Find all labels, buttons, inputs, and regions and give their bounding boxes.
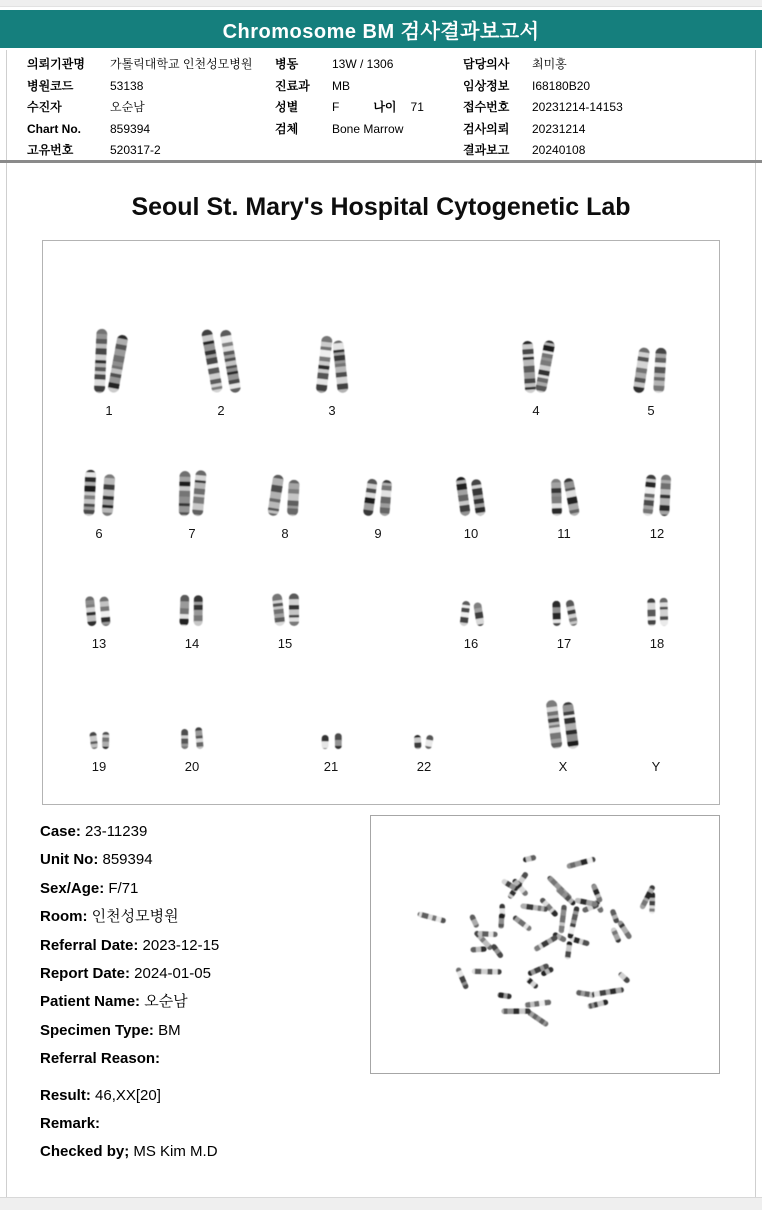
field-label: Referral Reason: (40, 1050, 161, 1068)
info-label: 검체 (275, 121, 299, 136)
info-value: 오순남 (110, 100, 145, 114)
info-value: Bone Marrow (332, 121, 404, 136)
top-window-strip (0, 0, 762, 7)
chromosome-label-8: 8 (281, 526, 289, 541)
chromosome-label-17: 17 (556, 636, 572, 651)
chromosome-label-4: 4 (532, 403, 540, 418)
chromosome-label-6: 6 (95, 526, 103, 541)
field-patient-name (40, 988, 370, 1016)
field-value: MS Kim M.D (129, 1143, 218, 1161)
case-panel (40, 818, 370, 1167)
info-row-수진자 (27, 97, 252, 119)
header-divider (0, 160, 762, 163)
field-label: Referral Date: (40, 936, 139, 954)
field-label: Case: (40, 823, 81, 840)
field-checked-by (40, 1138, 370, 1166)
chromosome-label-3: 3 (328, 403, 336, 418)
info-row-고유번호 (27, 140, 252, 162)
info-value: 20231214 (532, 121, 586, 136)
chromosome-label-16: 16 (463, 636, 479, 651)
chromosome-label-18: 18 (649, 636, 665, 651)
info-row-검체 (275, 119, 424, 141)
info-row-진료과 (275, 76, 424, 98)
lab-title: Seoul St. Mary's Hospital Cytogenetic Lab (131, 193, 631, 221)
chromosome-label-13: 13 (91, 636, 107, 651)
field-unit-no (40, 846, 370, 874)
chromosome-label-12: 12 (649, 526, 665, 541)
chromosome-label-5: 5 (647, 403, 655, 418)
info-value: 최미홍 (532, 57, 567, 71)
info-column-left (27, 54, 252, 162)
info-row-검사의뢰 (463, 119, 623, 141)
field-value: 23-11239 (80, 823, 148, 840)
field-referral-date (40, 932, 370, 960)
info-value: 71 (410, 100, 424, 114)
info-value: 20231214-14153 (532, 100, 623, 114)
info-row-접수번호 (463, 97, 623, 119)
info-value: F (332, 100, 340, 114)
result-fields (40, 1082, 370, 1167)
info-label: 나이 (373, 100, 397, 114)
info-row-임상정보 (463, 76, 623, 98)
metaphase-figure (370, 815, 720, 1074)
chromosome-label-19: 19 (91, 759, 107, 774)
info-label: 접수번호 (463, 100, 510, 114)
field-value: 859394 (98, 851, 153, 869)
field-label: Unit No: (40, 851, 99, 869)
info-value: 가톨릭대학교 인천성모병원 (110, 57, 253, 71)
report-title: Chromosome BM 검사결과보고서 (222, 20, 540, 43)
info-label: 병동 (275, 57, 299, 71)
chromosome-label-11: 11 (557, 526, 571, 541)
chromosome-label-y: Y (651, 759, 661, 774)
chromosome-label-1: 1 (105, 403, 113, 418)
field-label: Checked by; (40, 1143, 130, 1161)
info-column-right (463, 54, 623, 162)
info-column-middle (275, 54, 424, 140)
info-label: 검사의뢰 (463, 121, 510, 136)
info-value: 20240108 (532, 143, 586, 157)
field-label: Result: (40, 1086, 91, 1104)
bottom-window-strip (0, 1197, 762, 1210)
field-value: 2024-01-05 (130, 965, 211, 983)
info-row-병동 (275, 54, 424, 76)
field-label: Patient Name: (40, 993, 141, 1011)
info-row-병원코드 (27, 76, 252, 98)
info-row-결과보고 (463, 140, 623, 162)
chromosome-label-20: 20 (184, 759, 200, 774)
page-left-border (6, 50, 7, 1197)
info-label: 성별 (275, 100, 299, 114)
info-value: I68180B20 (532, 78, 591, 93)
info-value: 520317-2 (110, 143, 161, 157)
info-label: 수진자 (27, 100, 62, 114)
info-label: 담당의사 (463, 57, 510, 71)
field-label: Remark: (40, 1115, 101, 1133)
field-room (40, 903, 370, 931)
chromosome-label-9: 9 (374, 526, 382, 541)
info-value: 13W / 1306 (332, 57, 394, 71)
chromosome-label-2: 2 (217, 403, 225, 418)
info-label: 의뢰기관명 (27, 57, 85, 71)
info-label: 병원코드 (27, 78, 74, 93)
page-right-border (755, 50, 756, 1197)
field-value: BM (153, 1021, 181, 1039)
info-label: 진료과 (275, 78, 310, 93)
chromosome-label-x: X (558, 759, 568, 774)
field-label: Room: (40, 908, 88, 926)
field-report-date (40, 960, 370, 988)
karyogram-figure (42, 240, 720, 805)
info-value: 859394 (110, 121, 151, 136)
field-referral-reason (40, 1045, 370, 1073)
field-sex-age (40, 875, 370, 903)
field-label: Specimen Type: (40, 1021, 154, 1039)
info-row-chart-no (27, 119, 252, 141)
metaphase-spread-image (371, 816, 719, 1073)
chromosome-label-22: 22 (416, 759, 432, 774)
field-value: 인천성모병원 (87, 908, 179, 926)
chromosome-label-15: 15 (277, 636, 293, 651)
field-value: 46,XX[20] (90, 1086, 161, 1104)
info-label: 고유번호 (27, 143, 74, 157)
info-label: Chart No. (27, 121, 81, 136)
field-label: Sex/Age: (40, 879, 105, 897)
info-label: 결과보고 (463, 143, 510, 157)
info-row-담당의사 (463, 54, 623, 76)
field-value: 2023-12-15 (138, 936, 220, 954)
info-value: MB (332, 78, 350, 93)
info-label: 임상정보 (463, 78, 510, 93)
info-value: 53138 (110, 78, 144, 93)
karyogram-image (43, 241, 719, 804)
field-remark (40, 1110, 370, 1138)
info-row-성별 (275, 97, 424, 119)
chromosome-label-14: 14 (184, 636, 200, 651)
info-row-의뢰기관명 (27, 54, 252, 76)
field-specimen-type (40, 1017, 370, 1045)
field-value: 오순남 (140, 993, 188, 1011)
chromosome-label-10: 10 (463, 526, 479, 541)
field-label: Report Date: (40, 965, 131, 983)
chromosome-label-7: 7 (188, 526, 196, 541)
field-result (40, 1082, 370, 1110)
patient-fields (40, 818, 370, 1074)
report-header (0, 10, 762, 48)
field-value: F/71 (104, 879, 139, 897)
field-case (40, 818, 370, 846)
chromosome-label-21: 21 (323, 759, 339, 774)
